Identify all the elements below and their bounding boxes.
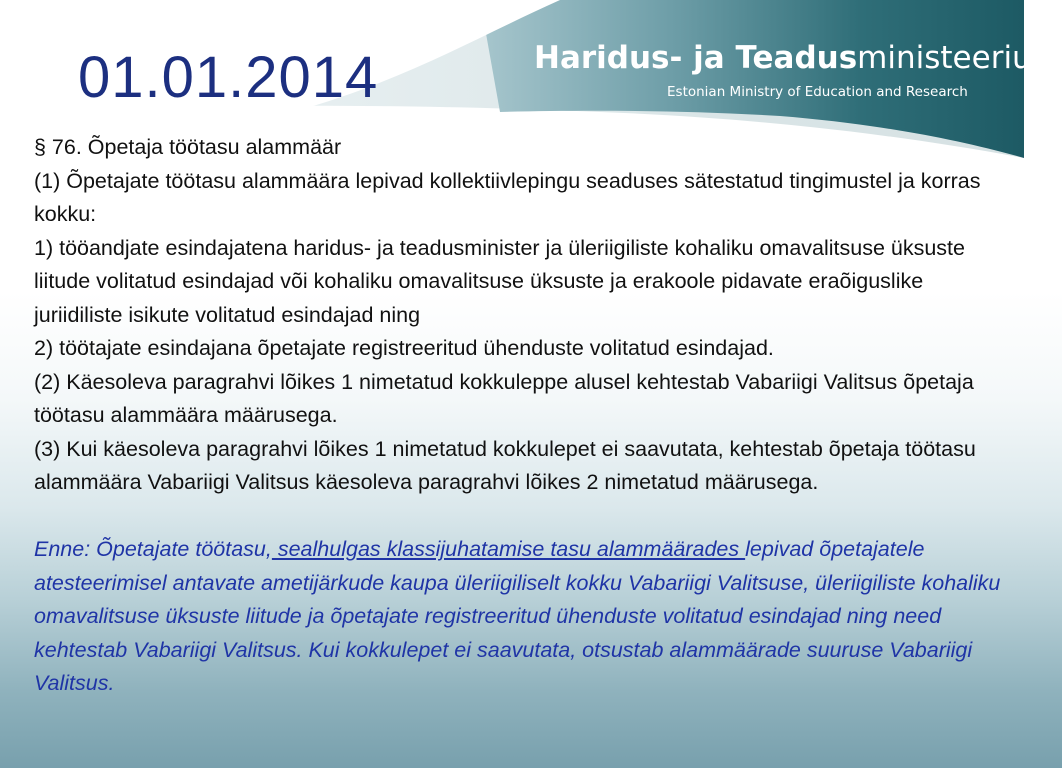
paragraph-1: (1) Õpetajate töötasu alammäära lepivad kollektiivlepingu seaduses sätestatud tingimustel ja korras kokku:	[34, 168, 981, 226]
enne-underlined: sealhulgas klassijuhatamise tasu alammäärades	[271, 537, 746, 561]
slide-body	[34, 131, 1002, 701]
list-item-2: 2) töötajate esindajana õpetajate registreeritud ühenduste volitatud esindajad.	[34, 336, 774, 360]
list-item-1: 1) tööandjate esindajatena haridus- ja teadusminister ja üleriigiliste kohaliku omavalitsuse üksuste liitude volitatud esindajad või kohaliku omavalitsuse üksuste ja erakoole pidavate eraõiguslike juriidiliste isikute volitatud esindajad ning	[34, 235, 965, 327]
section-heading: § 76. Õpetaja töötasu alammäär	[34, 135, 342, 159]
logo-name-bold: Haridus- ja Teadus	[534, 40, 858, 76]
slide-title: 01.01.2014	[78, 45, 379, 110]
logo-subtitle: Estonian Ministry of Education and Research	[667, 84, 968, 100]
paragraph-2: (2) Käesoleva paragrahvi lõikes 1 nimetatud kokkuleppe alusel kehtestab Vabariigi Valitsus õpetaja töötasu alammäära määrusega.	[34, 369, 974, 427]
previous-wording	[34, 533, 1002, 701]
ministry-logo	[534, 40, 1062, 100]
enne-rest: lepivad õpetajatele atesteerimisel antavate ametijärkude kaupa üleriigiliselt kokku Vabariigi Valitsuse, üleriigiliste kohaliku omavalitsuse üksuste liitude ja õpetajate registreeritud ühenduste volitatud esindajad ning need kehtestab Vabariigi Valitsus. Kui kokkulepet ei saavutata, otsustab alammäärade suuruse Vabariigi Valitsus.	[34, 537, 1001, 695]
logo-name	[534, 40, 1062, 76]
spacer	[34, 500, 1002, 534]
paragraph-3: (3) Kui käesoleva paragrahvi lõikes 1 nimetatud kokkulepet ei saavutata, kehtestab õpetaja töötasu alammäära Vabariigi Valitsus käesoleva paragrahvi lõikes 2 nimetatud määrusega.	[34, 436, 976, 494]
enne-start: Enne: Õpetajate töötasu,	[34, 537, 272, 561]
logo-name-light: ministeerium	[857, 40, 1062, 76]
